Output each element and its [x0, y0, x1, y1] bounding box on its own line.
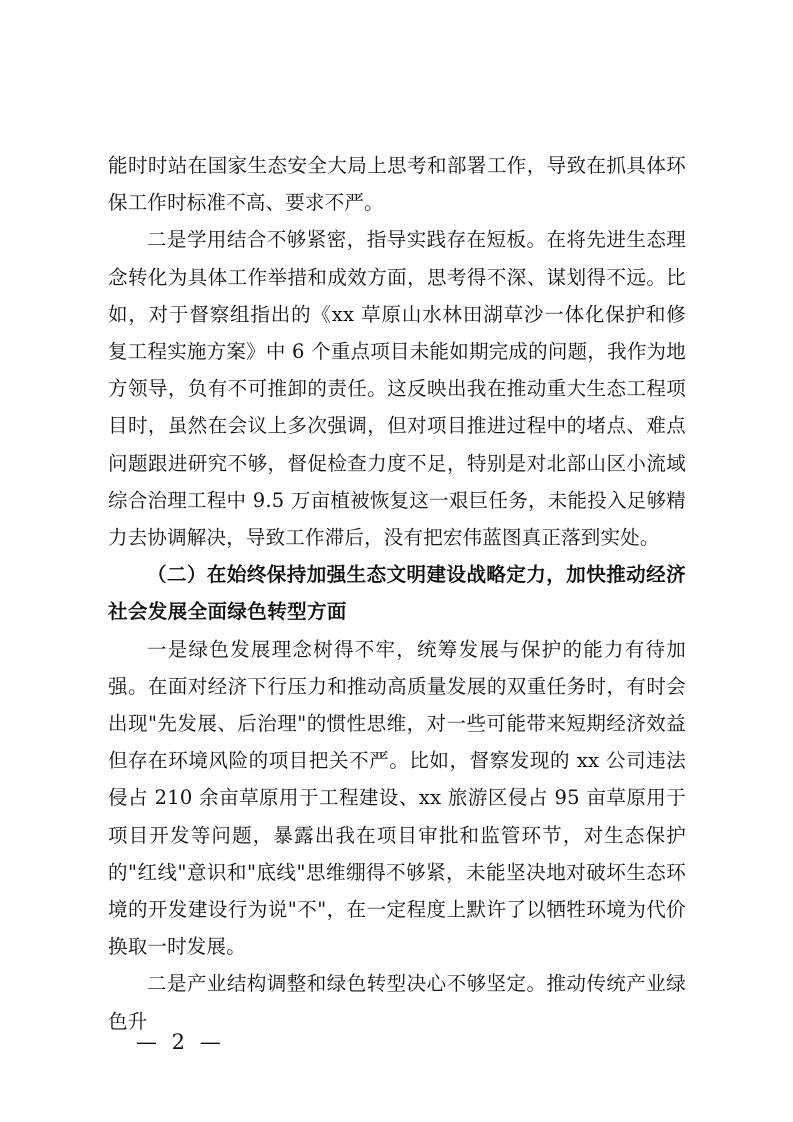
paragraph-continuation: 能时时站在国家生态安全大局上思考和部署工作，导致在抓具体环保工作时标准不高、要求不严。 [108, 154, 686, 215]
paragraph-study-application: 二是学用结合不够紧密，指导实践存在短板。在将先进生态理念转化为具体工作举措和成效方面，思考得不深、谋划得不远。比如，对于督察组指出的《xx 草原山水林田湖草沙一体化保护和修复工程实施方案》中 6 个重点项目未能如期完成的问题，我作为地方领导，负有不可推卸的责任。这反映出我在推动重大生态工程项目时，虽然在会议上多次强调，但对项目推进过程中的堵点、难点问题跟进研究不够，督促检查力度不足，特别是对北部山区小流域综合治理工程中 9.5 万亩植被恢复这一艰巨任务，未能投入足够精力去协调解决，导致工作滞后，没有把宏伟蓝图真正落到实处。 [108, 228, 686, 550]
paragraph-green-development: 一是绿色发展理念树得不牢，统筹发展与保护的能力有待加强。在面对经济下行压力和推动高质量发展的双重任务时，有时会出现"先发展、后治理"的惯性思维，对一些可能带来短期经济效益但存在环境风险的项目把关不严。比如，督察发现的 xx 公司违法侵占 210 余亩草原用于工程建设、xx 旅游区侵占 95 亩草原用于项目开发等问题，暴露出我在项目审批和监管环节，对生态保护的"红线"意识和"底线"思维绷得不够紧，未能坚决地对破坏生态环境的开发建设行为说"不"，在一定程度上默许了以牺牲环境为代价换取一时发展。 [108, 637, 686, 959]
section-heading-2: （二）在始终保持加强生态文明建设战略定力，加快推动经济社会发展全面绿色转型方面 [108, 563, 686, 624]
document-body [108, 147, 686, 1040]
paragraph-industrial-structure: 二是产业结构调整和绿色转型决心不够坚定。推动传统产业绿色升 [108, 972, 686, 1033]
page-number: — 2 — [136, 1030, 225, 1054]
